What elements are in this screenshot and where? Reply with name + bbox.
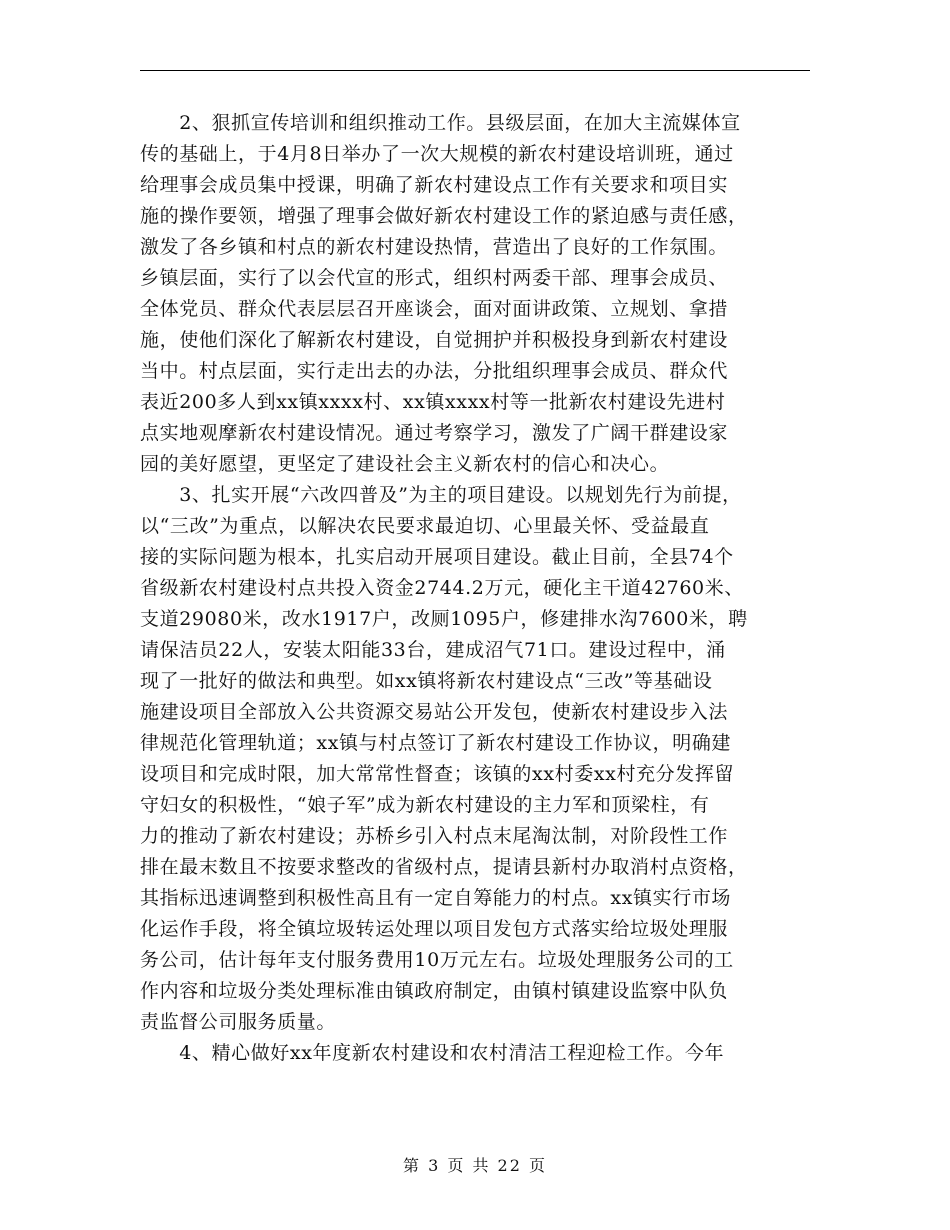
text-line: 施建设项目全部放入公共资源交易站公开发包，使新农村建设步入法 <box>140 701 729 723</box>
text-line: 现了一批好的做法和典型。如xx镇将新农村建设点“三改”等基础设 <box>140 670 713 692</box>
text-line: 化运作手段，将全镇垃圾转运处理以项目发包方式落实给垃圾处理服 <box>140 918 729 940</box>
text-line: 排在最末数且不按要求整改的省级村点，提请县新村办取消村点资格， <box>140 856 748 878</box>
text-line: 给理事会成员集中授课，明确了新农村建设点工作有关要求和项目实 <box>140 174 729 196</box>
text-line: 乡镇层面，实行了以会代宣的形式，组织村两委干部、理事会成员、 <box>140 267 729 289</box>
text-line: 2、狠抓宣传培训和组织推动工作。县级层面，在加大主流媒体宣 <box>140 112 741 134</box>
text-line: 接的实际问题为根本，扎实启动开展项目建设。截止目前，全县74个 <box>140 546 734 568</box>
text-line: 设项目和完成时限，加大常常性督查；该镇的xx村委xx村充分发挥留 <box>140 763 735 785</box>
text-line: 当中。村点层面，实行走出去的办法，分批组织理事会成员、群众代 <box>140 360 729 382</box>
text-line: 4、精心做好xx年度新农村建设和农村清洁工程迎检工作。今年 <box>140 1042 725 1064</box>
text-line: 以“三改”为重点，以解决农民要求最迫切、心里最关怀、受益最直 <box>140 515 710 537</box>
text-line: 律规范化管理轨道；xx镇与村点签订了新农村建设工作协议，明确建 <box>140 732 732 754</box>
text-line: 支道29080米，改水1917户，改厕1095户，修建排水沟7600米，聘 <box>140 608 748 630</box>
text-line: 点实地观摩新农村建设情况。通过考察学习，激发了广阔干群建设家 <box>140 422 729 444</box>
document-body <box>140 108 818 1069</box>
text-line: 全体党员、群众代表层层召开座谈会，面对面讲政策、立规划、拿措 <box>140 298 729 320</box>
text-line: 请保洁员22人，安装太阳能33台，建成沼气71口。建设过程中，涌 <box>140 639 726 661</box>
text-line: 激发了各乡镇和村点的新农村建设热情，营造出了良好的工作氛围。 <box>140 236 729 258</box>
text-line: 表近200多人到xx镇xxxx村、xx镇xxxx村等一批新农村建设先进村 <box>140 391 726 413</box>
text-line: 其指标迅速调整到积极性高且有一定自筹能力的村点。xx镇实行市场 <box>140 887 732 909</box>
text-line: 施，使他们深化了解新农村建设，自觉拥护并积极投身到新农村建设 <box>140 329 729 351</box>
text-line: 传的基础上，于4月8日举办了一次大规模的新农村建设培训班，通过 <box>140 143 734 165</box>
text-line: 责监督公司服务质量。 <box>140 1011 337 1033</box>
text-line: 守妇女的积极性，“娘子军”成为新农村建设的主力军和顶梁柱，有 <box>140 794 710 816</box>
text-line: 务公司，估计每年支付服务费用10万元左右。垃圾处理服务公司的工 <box>140 949 734 971</box>
page-footer: 第 3 页 共 22 页 <box>403 1156 547 1175</box>
text-line: 作内容和垃圾分类处理标准由镇政府制定，由镇村镇建设监察中队负 <box>140 980 729 1002</box>
header-rule <box>140 70 810 71</box>
text-line: 力的推动了新农村建设；苏桥乡引入村点末尾淘汰制，对阶段性工作 <box>140 825 729 847</box>
text-line: 省级新农村建设村点共投入资金2744.2万元，硬化主干道42760米、 <box>140 577 744 599</box>
text-line: 3、扎实开展“六改四普及”为主的项目建设。以规划先行为前提， <box>140 484 742 506</box>
text-line: 施的操作要领，增强了理事会做好新农村建设工作的紧迫感与责任感， <box>140 205 748 227</box>
text-line: 园的美好愿望，更坚定了建设社会主义新农村的信心和决心。 <box>140 453 670 475</box>
